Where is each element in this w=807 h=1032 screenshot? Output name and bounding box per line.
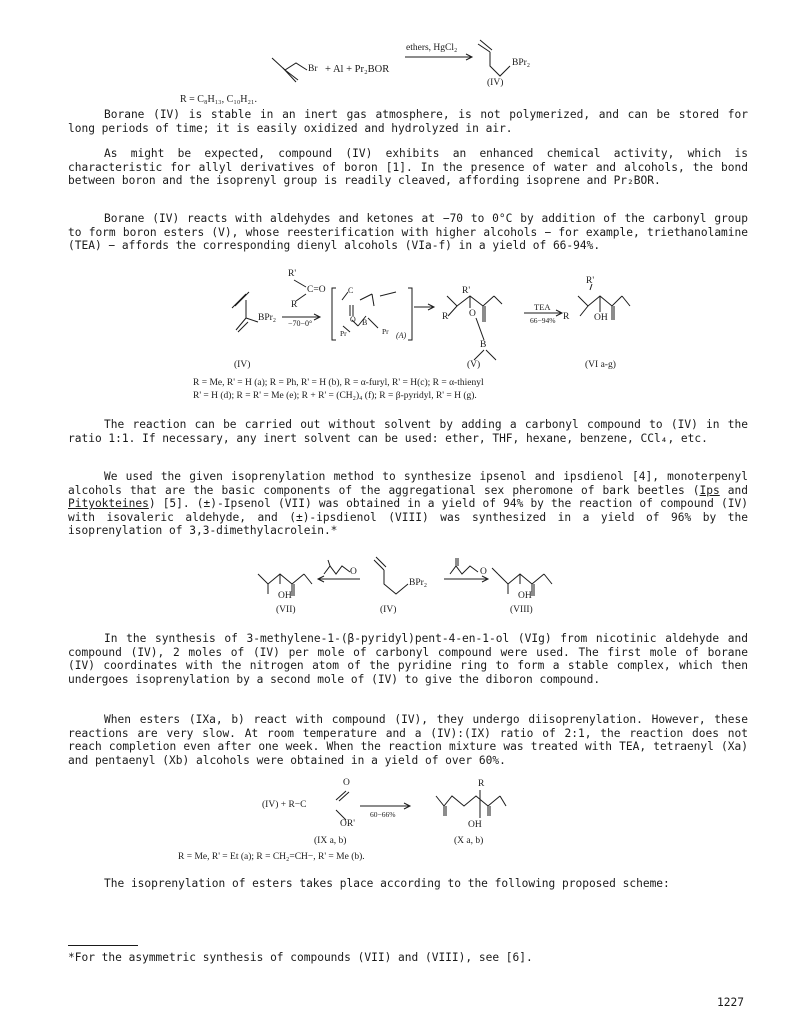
scheme4-r: R <box>478 779 485 789</box>
scheme4-o: O <box>343 778 350 788</box>
ts-boron: B <box>362 318 368 327</box>
footnote-rule <box>68 945 138 946</box>
scheme2-label-iv: (IV) <box>234 360 251 370</box>
scheme3-bpr2: BPr₂ <box>409 578 428 588</box>
scheme4-definition: R = Me, R' = Et (a); R = CH₂=CH−, R' = Me (b). <box>178 852 365 862</box>
scheme2-label-v: (V) <box>467 360 481 370</box>
scheme4-x-structure <box>0 0 1 1</box>
scheme3-label-iv: (IV) <box>380 605 397 615</box>
scheme2-v-rprime: R' <box>462 286 471 296</box>
scheme1-label-iv: (IV) <box>487 78 504 88</box>
scheme2-condition-1: −70−0° <box>288 319 313 328</box>
scheme2-vi-r: R <box>563 312 570 322</box>
scheme2-vi-oh: OH <box>594 313 608 323</box>
scheme3-o-1: O <box>350 567 357 577</box>
scheme2-definition-line-1: R = Me, R' = H (a); R = Ph, R' = H (b), R = α-furyl, R' = H(c); R = α-thienyl <box>193 378 484 388</box>
genus-pityokteines: Pityokteines <box>68 497 149 510</box>
page-number: 1227 <box>717 996 744 1009</box>
scheme4-or: OR' <box>340 819 355 829</box>
scheme2-condition-2: 66−94% <box>530 316 556 325</box>
scheme3-viii-oh: OH <box>518 591 532 601</box>
scheme2-tea: TEA <box>534 302 551 312</box>
scheme4-lhs: (IV) + R−C <box>262 800 307 810</box>
scheme2-r: R <box>291 300 298 310</box>
paragraph-8: The isoprenylation of esters takes place according to the following proposed scheme: <box>104 877 670 890</box>
ts-propyl-2: Pr <box>382 327 389 336</box>
scheme3-o-2: O <box>480 567 487 577</box>
paragraph-6: In the synthesis of 3-methylene-1-(β-pyridyl)pent-4-en-1-ol (VIg) from nicotinic aldehyde and compound (IV), 2 moles of (IV) per mole of carbonyl compound were used. The first mole of borane (IV) coordinates with the nitrogen atom of the pyridine ring to form a stable complex, which then undergoes isoprenylation by a second mole of (IV) to give the diboron compound. <box>68 632 748 686</box>
scheme4-label-ix: (IX a, b) <box>314 836 347 846</box>
paragraph-4: The reaction can be carried out without solvent by adding a carbonyl compound to (IV) in the ratio 1:1. If necessary, any inert solvent can be used: ether, THF, hexane, benzene, CCl₄, etc. <box>68 418 748 445</box>
scheme3-vii-oh: OH <box>278 591 292 601</box>
scheme1-br: Br <box>308 64 318 74</box>
scheme2-rprime: R' <box>288 269 297 279</box>
scheme2-label-vi: (VI a-g) <box>585 360 616 370</box>
paragraph-5: We used the given isoprenylation method to synthesize ipsenol and ipsdienol [4], monoterpenyl alcohols that are the basic components of the aggregational sex pheromone of bark beetles (Ips and Pityokteines) [5]. (±)-Ipsenol (VII) was obtained in a yield of 94% by the reaction of compound (IV) with isovaleric aldehyde, and (±)-ipsdienol (VIII) was synthesized in a yield of 96% by the isoprenylation of 3,3-dimethylacrolein.* <box>68 470 748 537</box>
paragraph-3: Borane (IV) reacts with aldehydes and ketones at −70 to 0°C by addition of the carbonyl group to form boron esters (V), whose reesterification with higher alcohols − for example, triethanolamine (TEA) − affords the corresponding dienyl alcohols (VIa-f) in a yield of 66-94%. <box>68 212 748 252</box>
scheme1-r-definition: R = C₈H₁₃, C₁₀H₂₁. <box>180 94 257 105</box>
scheme2-co: C=O <box>307 285 326 295</box>
scheme2-definition-line-2: R' = H (d); R = R' = Me (e); R + R' = (CH₂)₄ (f); R = β-pyridyl, R' = H (g). <box>193 391 477 401</box>
scheme3-label-viii: (VIII) <box>510 605 533 615</box>
genus-ips: Ips <box>699 483 720 497</box>
scheme2-v-boron: B <box>480 340 487 350</box>
scheme1-product-bpr2: BPr₂ <box>512 58 531 68</box>
paragraph-2: As might be expected, compound (IV) exhibits an enhanced chemical activity, which is characteristic for allyl derivatives of boron [1]. In the presence of water and alcohols, the bond between boron and the isoprenyl group is readily cleaved, affording isoprene and Pr₂BOR. <box>68 147 748 187</box>
scheme1-reagents: + Al + Pr₂BOR <box>325 64 390 75</box>
scheme4-condition: 60−66% <box>370 810 396 819</box>
scheme1-arrow-condition: ethers, HgCl₂ <box>406 43 458 53</box>
ts-propyl-1: Pr <box>340 329 347 338</box>
scheme3-label-vii: (VII) <box>276 605 296 615</box>
paragraph-7: When esters (IXa, b) react with compound (IV), they undergo diisoprenylation. However, these reactions are very slow. At room temperature and a (IV):(IX) ratio of 2:1, the reaction does not reach completion even after one week. When the reaction mixture was treated with TEA, tetraenyl (Xa) and pentaenyl (Xb) alcohols were obtained in a yield of over 60%. <box>68 713 748 767</box>
ts-carbon: C <box>348 286 354 295</box>
footnote: *For the asymmetric synthesis of compounds (VII) and (VIII), see [6]. <box>68 951 533 964</box>
scheme2-v-oxygen: O <box>469 309 476 319</box>
scheme4-label-x: (X a, b) <box>454 836 484 846</box>
ts-label-a: (A) <box>396 331 407 340</box>
paragraph-1: Borane (IV) is stable in an inert gas atmosphere, is not polymerized, and can be stored for long periods of time; it is easily oxidized and hydrolyzed in air. <box>68 108 748 135</box>
scheme2-v-r: R <box>442 312 449 322</box>
ts-oxygen: O <box>350 315 356 324</box>
scheme2-vi-rprime: R' <box>586 276 595 286</box>
scheme2-iv-bpr2: BPr₂ <box>258 313 277 323</box>
scheme4-oh: OH <box>468 820 482 830</box>
